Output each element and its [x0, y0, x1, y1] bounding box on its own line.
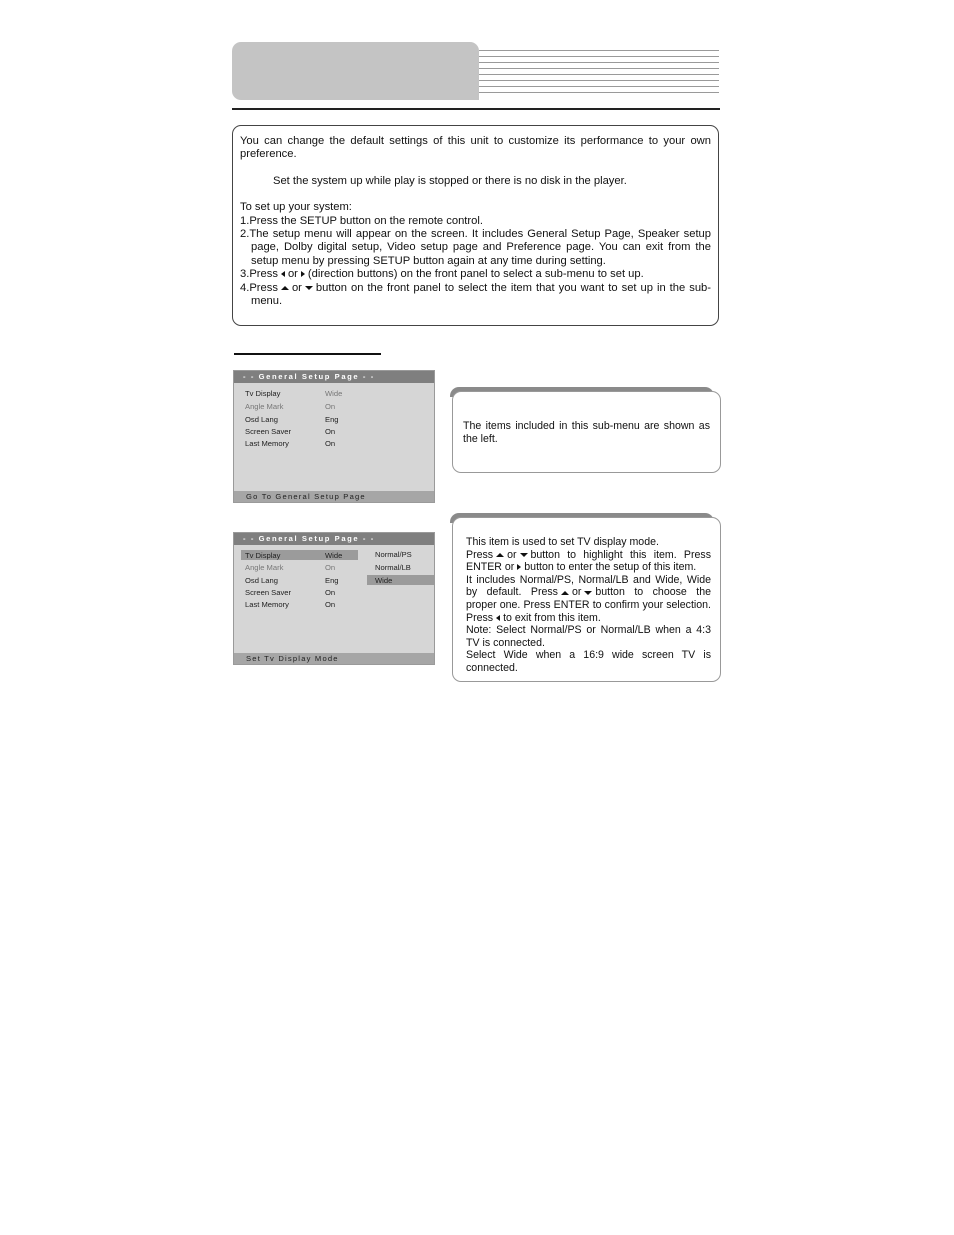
up-arrow-icon — [561, 591, 569, 595]
down-arrow-icon — [305, 286, 313, 290]
up-arrow-icon — [496, 553, 504, 557]
step-2: 2.The setup menu will appear on the screen. It includes General Setup Page, Speaker setup page, Dolby digital setup, Video setup page and Preference page. You can exit from the setup menu by pressing SETUP button again at any time during setting. — [240, 228, 711, 267]
desc-line: Note: Select Normal/PS or Normal/LB when a 4:3 TV is connected. — [466, 624, 711, 649]
left-arrow-icon — [281, 271, 285, 277]
right-arrow-icon — [301, 271, 305, 277]
section-rule — [234, 353, 381, 355]
desc-line: Select Wide when a 16:9 wide screen TV is connected. — [466, 649, 711, 674]
osd-title: - - General Setup Page - - — [234, 533, 434, 545]
desc-line: It includes Normal/PS, Normal/LB and Wide, Wide by default. Press or button to choose the proper one. Press ENTER to confirm your selection. Press to exit from this item. — [466, 573, 711, 624]
setup-heading: To set up your system: — [240, 201, 352, 214]
step-4: 4.Press or button on the front panel to select the item that you want to set up in the sub-menu. — [240, 281, 711, 308]
intro-note: Set the system up while play is stopped or there is no disk in the player. — [273, 174, 627, 187]
osd-title: - - General Setup Page - - — [234, 371, 434, 383]
down-arrow-icon — [520, 553, 528, 557]
header-rule — [232, 108, 720, 110]
osd-option: Normal/LB — [375, 563, 411, 572]
left-arrow-icon — [496, 615, 500, 621]
osd-tv-display-screen: - - General Setup Page - - Tv Display Wide Angle Mark On Osd Lang Eng Screen Saver On Last Memory On Normal/PS Normal/LB Wide Set Tv Display Mode — [233, 532, 435, 665]
down-arrow-icon — [584, 591, 592, 595]
desc-line: This item is used to set TV display mode. — [466, 536, 659, 548]
osd-general-setup-screen: - - General Setup Page - - Tv Display Wide Angle Mark On Osd Lang Eng Screen Saver On Last Memory On Go To General Setup Page — [233, 370, 435, 503]
desc-tv-display-text — [466, 536, 711, 675]
step-1: 1.Press the SETUP button on the remote control. — [240, 214, 483, 227]
up-arrow-icon — [281, 286, 289, 290]
osd-footer: Go To General Setup Page — [234, 491, 434, 502]
right-arrow-icon — [517, 564, 521, 570]
chapter-header-tab — [232, 42, 479, 100]
intro-box — [232, 125, 719, 326]
intro-paragraph: You can change the default settings of this unit to customize its performance to your own preference. — [240, 135, 711, 161]
header-lines-decoration — [479, 50, 719, 96]
step-3: 3.Press or (direction buttons) on the front panel to select a sub-menu to set up. — [240, 268, 644, 281]
osd-footer: Set Tv Display Mode — [234, 653, 434, 664]
osd-option: Normal/PS — [375, 550, 412, 559]
osd-option: Wide — [375, 576, 393, 585]
desc-submenu-text: The items included in this sub-menu are shown as the left. — [463, 420, 710, 445]
desc-line: Press or button to highlight this item. Press ENTER or button to enter the setup of this item. — [466, 548, 711, 574]
